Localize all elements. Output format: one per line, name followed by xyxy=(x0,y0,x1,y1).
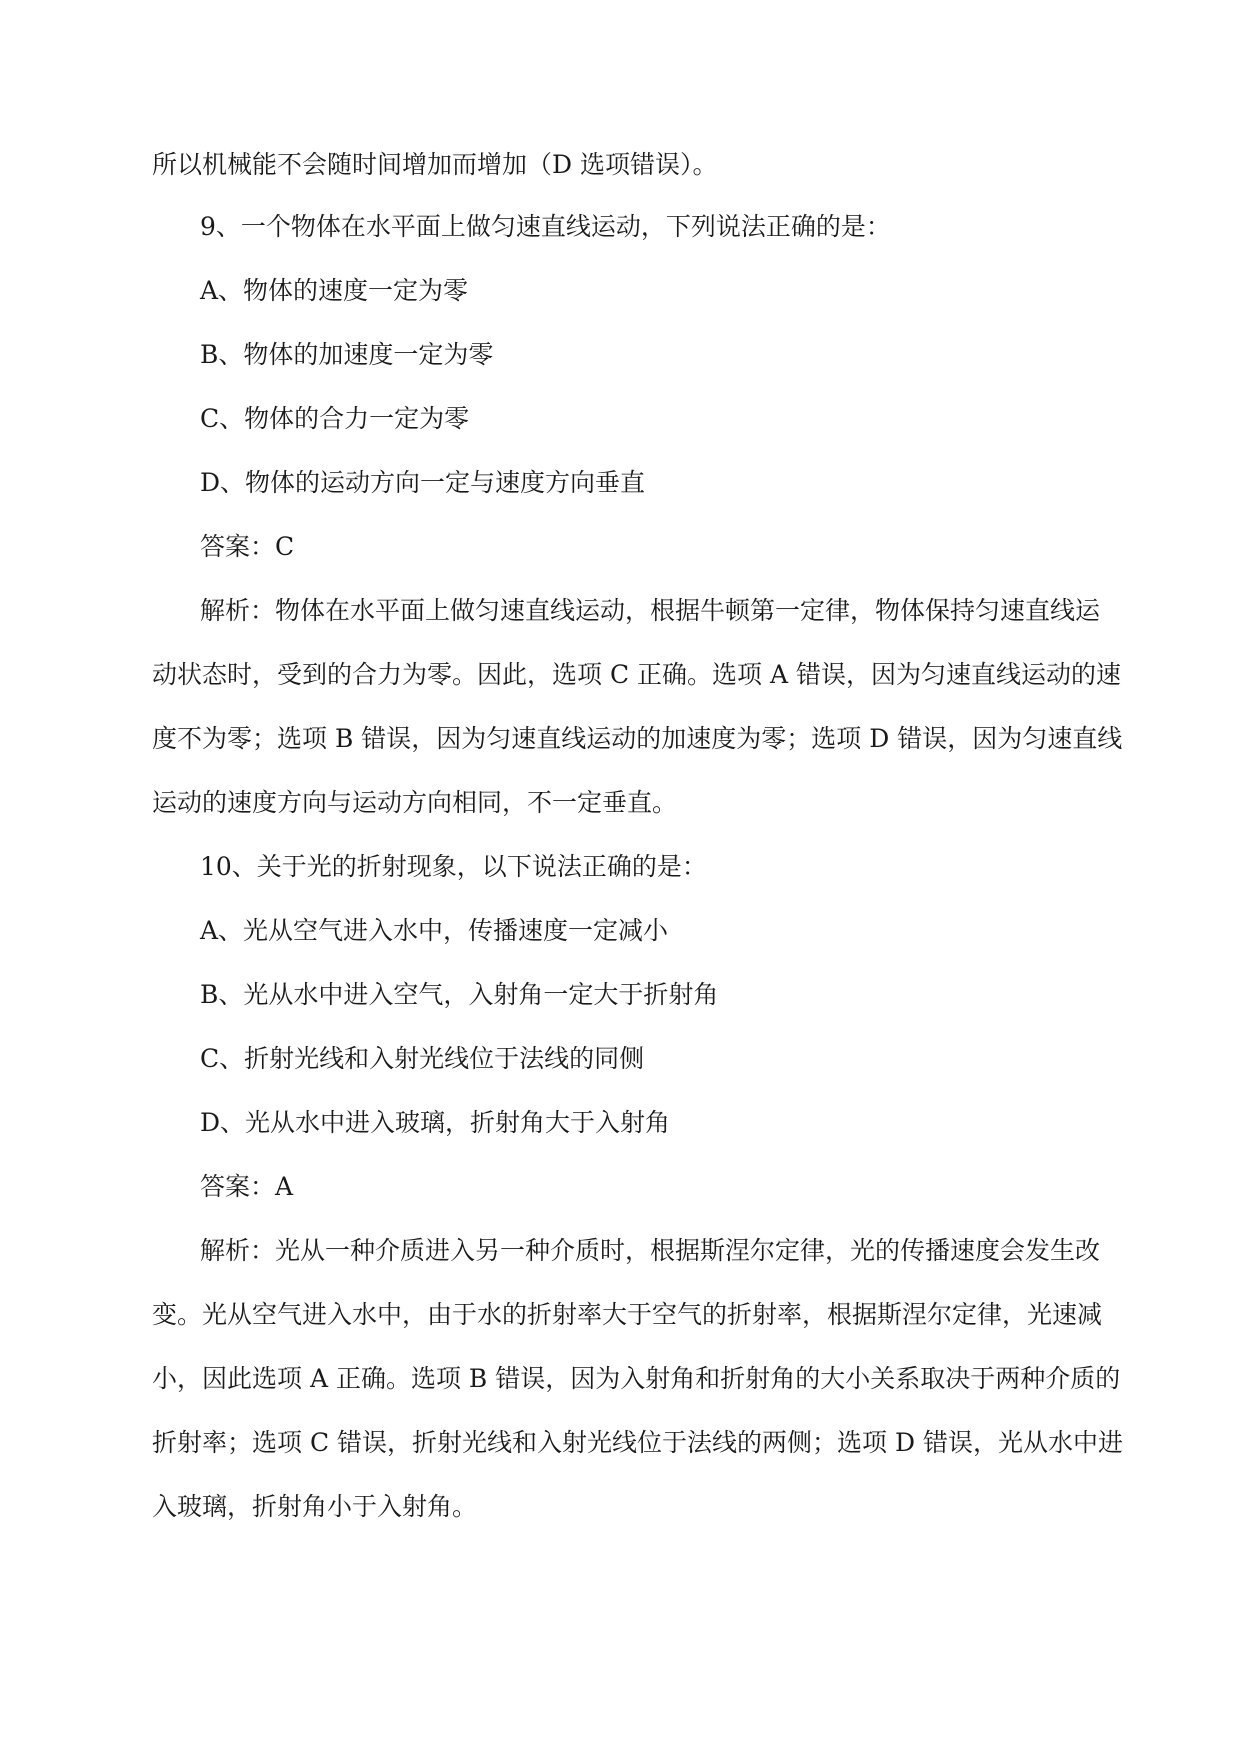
option-a: A、光从空气进入水中，传播速度一定减小 xyxy=(200,916,669,945)
explanation-line: 解析：物体在水平面上做匀速直线运动，根据牛顿第一定律，物体保持匀速直线运 xyxy=(200,596,1101,625)
explanation-line: 折射率；选项 C 错误，折射光线和入射光线位于法线的两侧；选项 D 错误，光从水中进 xyxy=(152,1428,1123,1457)
explanation-line: 运动的速度方向与运动方向相同，不一定垂直。 xyxy=(152,788,678,817)
question-stem: 10、关于光的折射现象，以下说法正确的是： xyxy=(200,852,707,881)
explanation-line: 变。光从空气进入水中，由于水的折射率大于空气的折射率，根据斯涅尔定律，光速减 xyxy=(152,1300,1103,1329)
answer: 答案：C xyxy=(200,532,295,561)
option-b: B、光从水中进入空气，入射角一定大于折射角 xyxy=(200,980,719,1009)
explanation-line: 动状态时，受到的合力为零。因此，选项 C 正确。选项 A 错误，因为匀速直线运动的速 xyxy=(152,660,1121,689)
option-d: D、光从水中进入玻璃，折射角大于入射角 xyxy=(200,1108,671,1137)
explanation-line: 度不为零；选项 B 错误，因为匀速直线运动的加速度为零；选项 D 错误，因为匀速直线 xyxy=(152,724,1123,753)
option-a: A、物体的速度一定为零 xyxy=(200,276,469,305)
option-d: D、物体的运动方向一定与速度方向垂直 xyxy=(200,468,646,497)
option-c: C、物体的合力一定为零 xyxy=(200,404,470,433)
explanation-line: 入玻璃，折射角小于入射角。 xyxy=(152,1492,478,1521)
explanation-line: 解析：光从一种介质进入另一种介质时，根据斯涅尔定律，光的传播速度会发生改 xyxy=(200,1236,1101,1265)
answer: 答案：A xyxy=(200,1172,294,1201)
explanation-line: 小，因此选项 A 正确。选项 B 错误，因为入射角和折射角的大小关系取决于两种介质的 xyxy=(152,1364,1121,1393)
option-c: C、折射光线和入射光线位于法线的同侧 xyxy=(200,1044,645,1073)
continuation-text: 所以机械能不会随时间增加而增加（D 选项错误）。 xyxy=(152,150,718,179)
question-stem: 9、一个物体在水平面上做匀速直线运动，下列说法正确的是： xyxy=(200,212,891,241)
option-b: B、物体的加速度一定为零 xyxy=(200,340,494,369)
